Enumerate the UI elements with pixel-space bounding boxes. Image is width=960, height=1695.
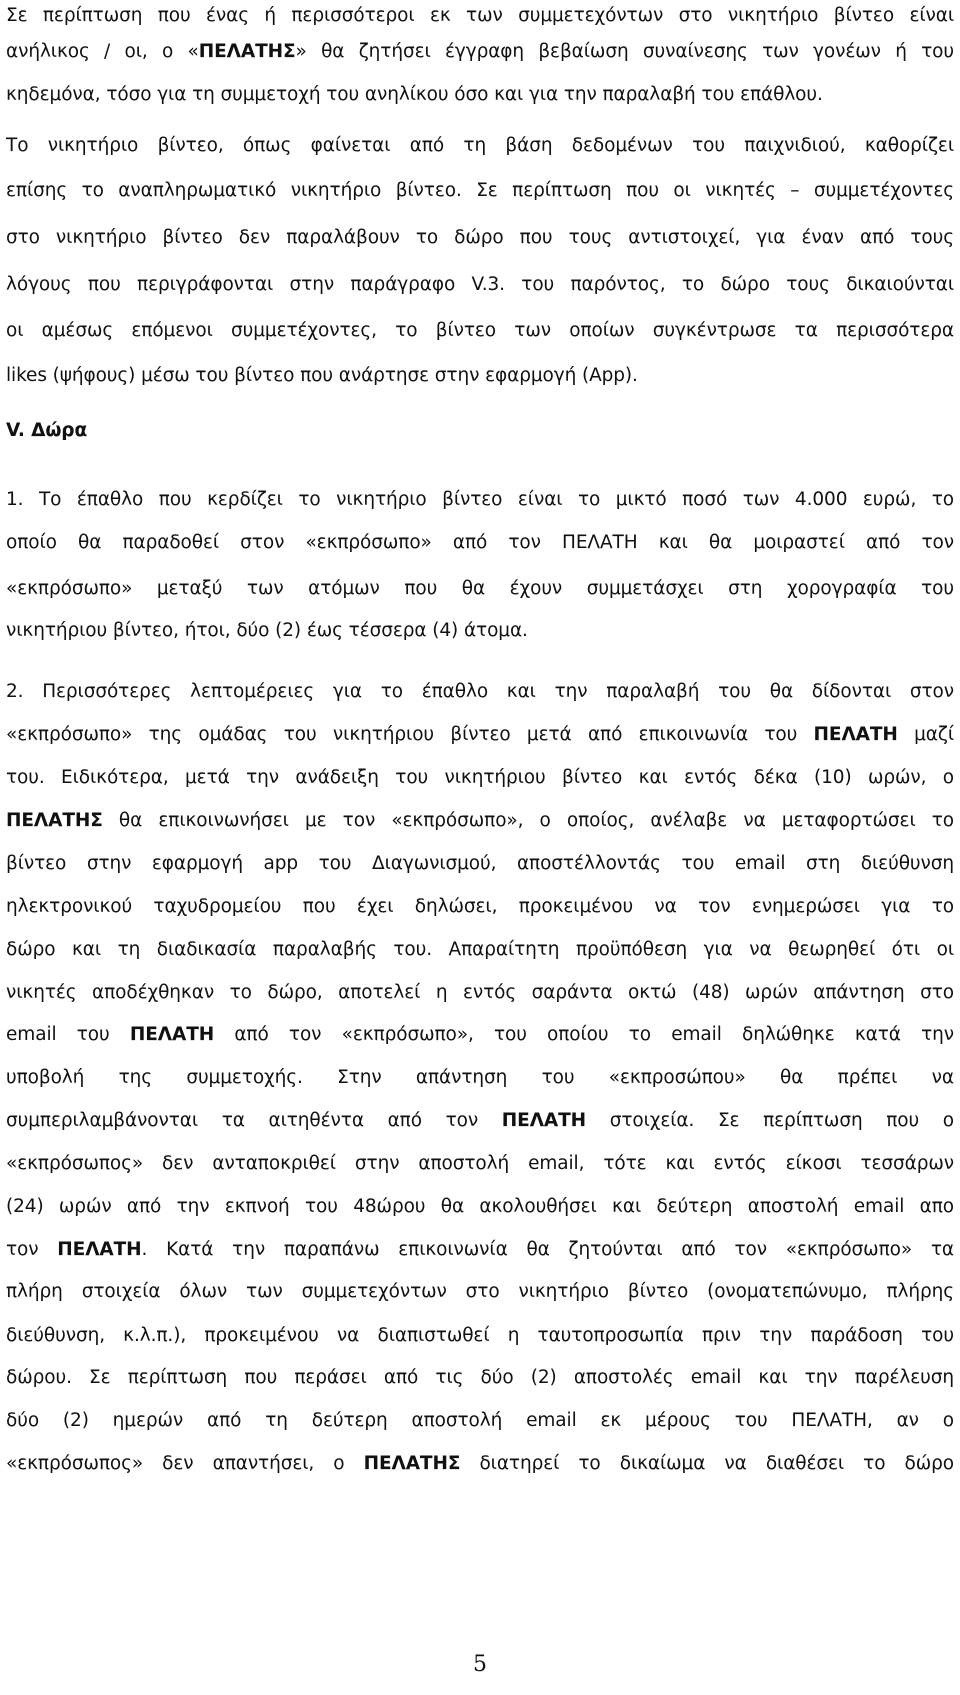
paragraph-line — [6, 319, 954, 343]
text-span: Το νικητήριο βίντεο, όπως φαίνεται από τη βάση δεδομένων του παιχνιδιού, καθορίζει — [6, 135, 954, 156]
paragraph-line — [6, 1195, 954, 1219]
paragraph-line — [6, 809, 954, 833]
text-span: 1. Το έπαθλο που κερδίζει το νικητήριο βίντεο είναι το μικτό ποσό των 4.000 ευρώ, το — [6, 489, 954, 510]
paragraph-line — [6, 40, 954, 64]
text-span: συμπεριλαμβάνονται τα αιτηθέντα από τον — [6, 1110, 502, 1131]
paragraph-line — [6, 1409, 954, 1433]
paragraph-line — [6, 766, 954, 790]
paragraph-line — [6, 1023, 954, 1047]
paragraph-line — [6, 680, 954, 704]
text-span: διατηρεί το δικαίωμα να διαθέσει το δώρο — [460, 1453, 954, 1474]
paragraph-line — [6, 1366, 954, 1390]
page-number: 5 — [473, 1652, 487, 1677]
text-span: Σε περίπτωση που ένας ή περισσότεροι εκ των συμμετεχόντων στο νικητήριο βίντεο είναι — [6, 5, 954, 26]
paragraph-line — [6, 488, 954, 512]
bold-text-span: ΠΕΛΑΤΗ — [501, 1110, 587, 1131]
text-span: στοιχεία. Σε περίπτωση που ο — [586, 1110, 954, 1131]
bold-text-span: ΠΕΛΑΤΗ — [813, 724, 898, 745]
bold-text-span: ΠΕΛΑΤΗΣ — [6, 810, 103, 831]
paragraph-line — [6, 531, 954, 555]
text-span: δύο (2) ημερών από τη δεύτερη αποστολή email εκ μέρους του ΠΕΛΑΤΗ, αν ο — [6, 1410, 954, 1431]
text-span: νικητήριου βίντεο, ήτοι, δύο (2) έως τέσσερα (4) άτομα. — [6, 620, 528, 641]
paragraph-line — [6, 723, 954, 747]
paragraph-line — [6, 1452, 954, 1476]
paragraph-line — [6, 1109, 954, 1133]
text-span: οποίο θα παραδοθεί στον «εκπρόσωπο» από τον ΠΕΛΑΤΗ και θα μοιραστεί από τον — [6, 532, 954, 553]
text-span: επίσης το αναπληρωματικό νικητήριο βίντεο. Σε περίπτωση που οι νικητές – συμμετέχοντες — [6, 180, 954, 201]
paragraph-line — [6, 938, 954, 962]
paragraph-line — [6, 852, 954, 876]
section-heading: V. Δώρα — [6, 420, 88, 441]
text-span: δώρο και τη διαδικασία παραλαβής του. Απαραίτητη προϋπόθεση για να θεωρηθεί ότι οι — [6, 939, 954, 960]
paragraph-line — [6, 1238, 954, 1262]
text-span: «εκπρόσωπος» δεν απαντήσει, ο — [6, 1453, 364, 1474]
text-span: «εκπρόσωπος» δεν ανταποκριθεί στην αποστολή email, τότε και εντός είκοσι τεσσάρων — [6, 1153, 954, 1174]
text-span: » θα ζητήσει έγγραφη βεβαίωση συναίνεσης των γονέων ή του — [295, 41, 954, 62]
paragraph-line — [6, 179, 954, 203]
text-span: πλήρη στοιχεία όλων των συμμετεχόντων στο νικητήριο βίντεο (ονοματεπώνυμο, πλήρης — [6, 1281, 954, 1302]
paragraph-line — [6, 619, 954, 643]
text-span: (24) ωρών από την εκπνοή του 48ώρου θα ακολουθήσει και δεύτερη αποστολή email απο — [6, 1196, 954, 1217]
text-span: νικητές αποδέχθηκαν το δώρο, αποτελεί η εντός σαράντα οκτώ (48) ωρών απάντηση στο — [6, 982, 954, 1003]
text-span: ανήλικος / οι, ο « — [6, 41, 199, 62]
bold-text-span: ΠΕΛΑΤΗΣ — [363, 1453, 461, 1474]
text-span: 2. Περισσότερες λεπτομέρειες για το έπαθλο και την παραλαβή του θα δίδονται στον — [6, 681, 954, 702]
paragraph-line — [6, 226, 954, 250]
paragraph-line — [6, 1152, 954, 1176]
paragraph-line — [6, 134, 954, 158]
bold-text-span: ΠΕΛΑΤΗ — [57, 1239, 142, 1260]
paragraph-line — [6, 895, 954, 919]
text-span: βίντεο στην εφαρμογή app του Διαγωνισμού, αποστέλλοντάς του email στη διεύθυνση — [6, 853, 954, 874]
text-span: του. Ειδικότερα, μετά την ανάδειξη του νικητήριου βίντεο και εντός δέκα (10) ωρών, ο — [6, 767, 954, 788]
paragraph-line — [6, 981, 954, 1005]
paragraph-line — [6, 577, 954, 601]
text-span: ηλεκτρονικού ταχυδρομείου που έχει δηλώσει, προκειμένου να τον ενημερώσει για το — [6, 896, 954, 917]
bold-text-span: ΠΕΛΑΤΗ — [129, 1024, 215, 1045]
text-span: μαζί — [897, 724, 955, 745]
paragraph-line — [6, 1066, 954, 1090]
paragraph-line — [6, 4, 954, 28]
paragraph-line — [6, 273, 954, 297]
text-span: δώρου. Σε περίπτωση που περάσει από τις δύο (2) αποστολές email και την παρέλευση — [6, 1367, 954, 1388]
text-span: τον — [6, 1239, 58, 1260]
bold-text-span: ΠΕΛΑΤΗΣ — [198, 41, 296, 62]
text-span: διεύθυνση, κ.λ.π.), προκειμένου να διαπιστωθεί η ταυτοπροσωπία πριν την παράδοση του — [6, 1325, 954, 1346]
text-span: email του — [6, 1024, 130, 1045]
text-span: από τον «εκπρόσωπο», του οποίου το email δηλώθηκε κατά την — [214, 1024, 954, 1045]
text-span: . Κατά την παραπάνω επικοινωνία θα ζητούνται από τον «εκπρόσωπο» τα — [141, 1239, 954, 1260]
text-span: «εκπρόσωπο» μεταξύ των ατόμων που θα έχουν συμμετάσχει στη χορογραφία του — [6, 578, 954, 599]
text-span: θα επικοινωνήσει με τον «εκπρόσωπο», ο οποίος, ανέλαβε να μεταφορτώσει το — [102, 810, 954, 831]
text-span: «εκπρόσωπο» της ομάδας του νικητήριου βίντεο μετά από επικοινωνία του — [6, 724, 814, 745]
paragraph-line — [6, 83, 954, 107]
text-span: στο νικητήριο βίντεο δεν παραλάβουν το δώρο που τους αντιστοιχεί, για έναν από τους — [6, 227, 954, 248]
text-span: οι αμέσως επόμενοι συμμετέχοντες, το βίντεο των οποίων συγκέντρωσε τα περισσότερα — [6, 320, 954, 341]
text-span: κηδεμόνα, τόσο για τη συμμετοχή του ανηλίκου όσο και για την παραλαβή του επάθλου. — [6, 84, 823, 105]
paragraph-line — [6, 364, 954, 388]
text-span: λόγους που περιγράφονται στην παράγραφο V.3. του παρόντος, το δώρο τους δικαιούνται — [6, 274, 954, 295]
text-span: υποβολή της συμμετοχής. Στην απάντηση του «εκπροσώπου» θα πρέπει να — [6, 1067, 954, 1088]
paragraph-line — [6, 1324, 954, 1348]
text-span: likes (ψήφους) μέσω του βίντεο που ανάρτησε στην εφαρμογή (App). — [6, 365, 638, 386]
paragraph-line — [6, 1280, 954, 1304]
